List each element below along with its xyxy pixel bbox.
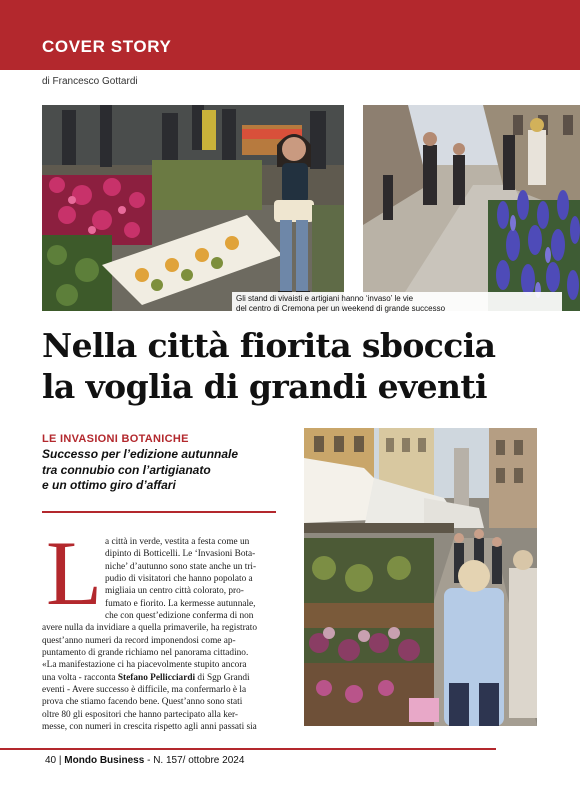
subhead [42,447,292,494]
person-name: Stefano Pellicciardi [117,672,196,683]
article-line: pudio di visitatori che hanno popolato a [105,574,253,585]
article-line-tail: di Sgp Grandi [197,672,250,683]
photo-market-street [304,428,537,726]
headline-line-1: Nella città fiorita sboccia [42,326,496,365]
headline-line-2: la voglia di grandi eventi [42,367,487,406]
article-line: migliaia un centro città colorato, pro- [105,586,244,597]
article-line: «La manifestazione ci ha piacevolmente stupito ancora [42,660,247,671]
magazine-name: Mondo Business [64,755,145,766]
photo-flower-stand [42,105,344,311]
article-line: eventi - Avere successo è difficile, ma confermarlo è la [42,685,247,696]
subhead-line-2: tra connubio con l’artigianato [42,462,211,477]
article-line: messe, con numeri in crescita rispetto agli anni passati sia [42,722,257,733]
photo-caption [232,292,562,316]
page-number: 40 [45,755,57,766]
article-line: a città in verde, vestita a festa come un [105,537,250,547]
article-line-text: una volta - racconta [42,672,116,683]
article-line: puntamento di grande richiamo nel panorama cittadino. [42,648,249,659]
section-banner [0,0,580,70]
issue-info: - N. 157/ ottobre 2024 [147,755,245,766]
caption-line-1: Gli stand di vivaisti e artigiani hanno ‘invaso’ le vie [236,294,414,303]
article-line: avere nulla da invidiare a quella primaverile, ha registrato [42,623,258,634]
headline [42,325,542,407]
footer-rule [0,748,496,750]
footer-separator: | [58,755,62,766]
article-line [42,672,280,684]
article-line: prova che stiamo facendo bene. Quest’anno sono stati [42,697,243,708]
article-line: niche’ d’autunno sono state anche un tri- [105,561,257,572]
kicker: LE INVASIONI BOTANICHE [42,433,189,445]
article-line: quest’anno numeri da record imponendosi come ap- [42,635,236,646]
drop-cap: L [46,522,103,624]
article-line: che con quest’edizione conferma di non [105,611,254,622]
page-footer [45,755,244,766]
subhead-line-1: Successo per l’edizione autunnale [42,447,239,461]
article-body [42,536,280,734]
article-line: oltre 80 gli espositori che hanno partecipato alla ker- [42,709,239,720]
article-line: fumato e fiorito. La kermesse autunnale, [105,598,256,609]
section-label: COVER STORY [42,37,172,56]
divider-rule [42,511,276,513]
byline: di Francesco Gottardi [42,76,138,87]
article-line: dipinto di Botticelli. Le ‘Invasioni Bota- [105,549,256,560]
caption-line-2: del centro di Cremona per un weekend di grande successo [236,304,446,313]
subhead-line-3: e un ottimo giro d’affari [42,478,176,492]
photo-street-lavender [363,105,580,311]
